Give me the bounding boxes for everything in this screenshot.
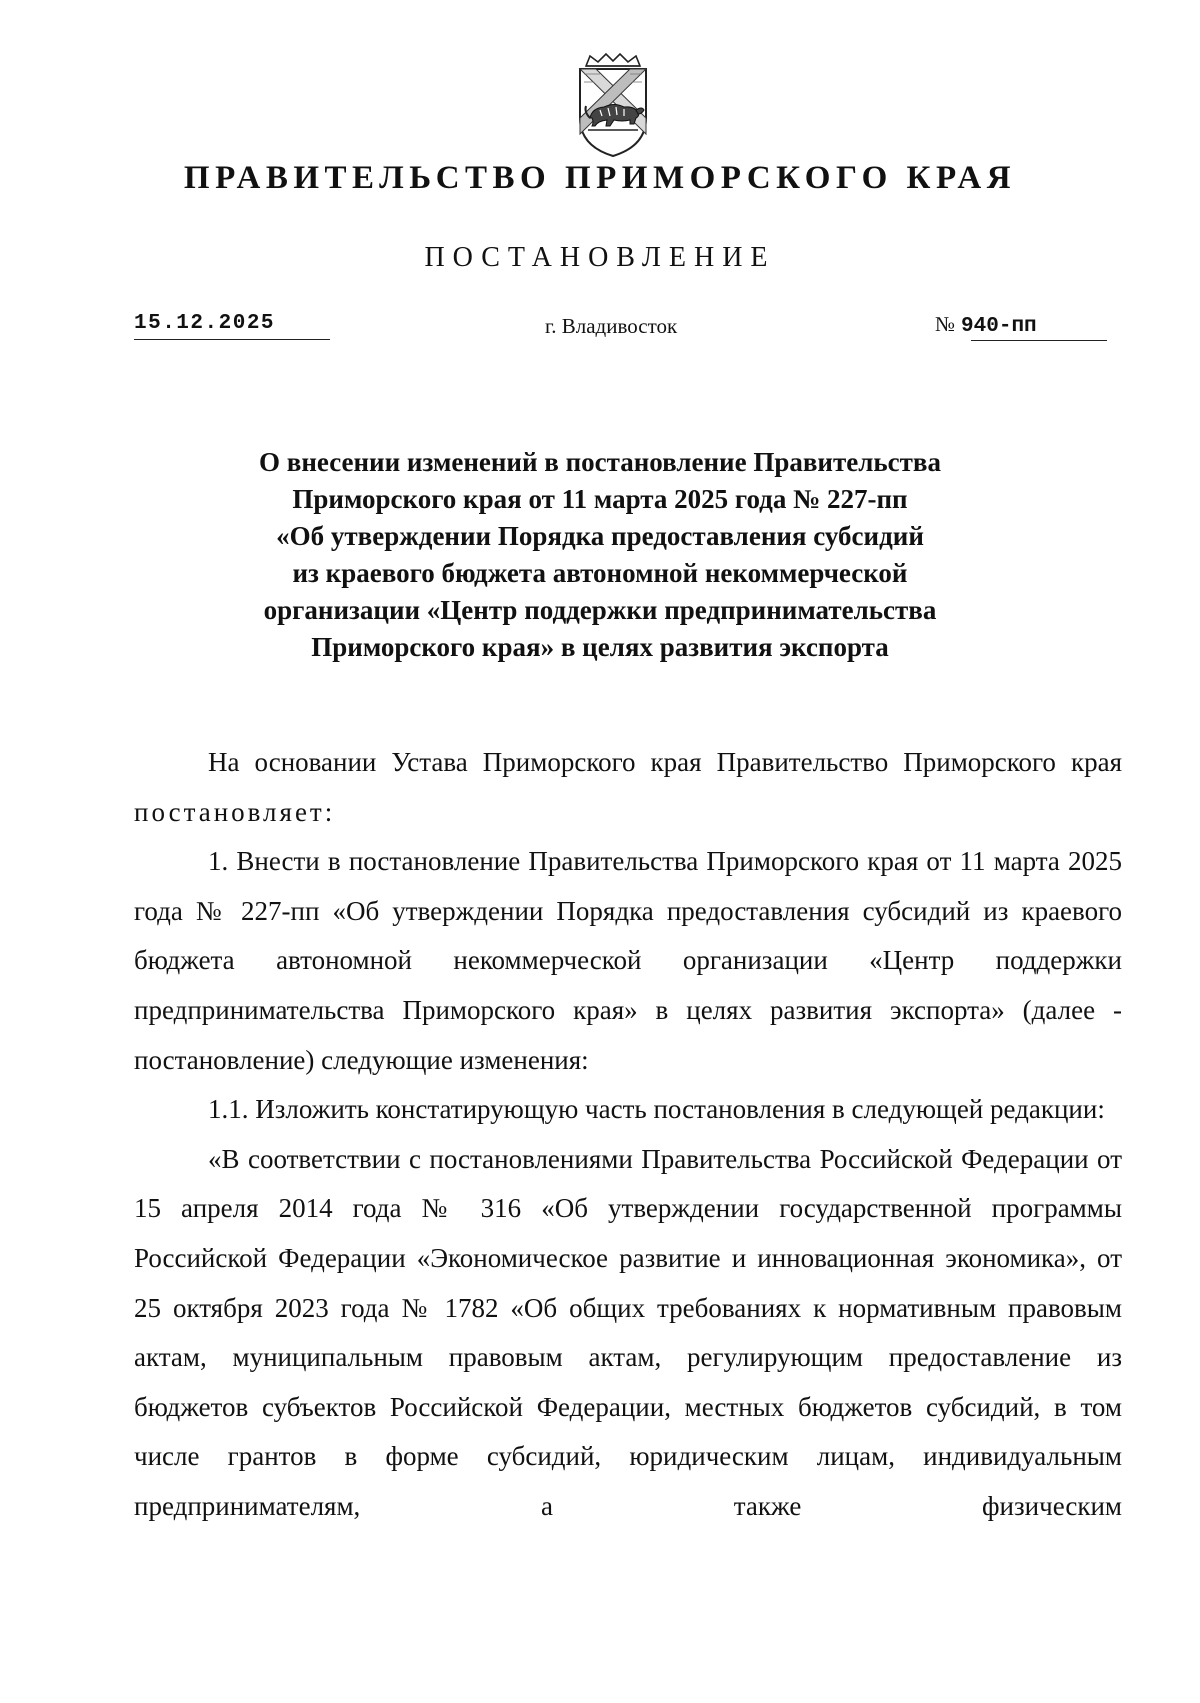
- heading-line: «Об утверждении Порядка предоставления субсидий: [276, 521, 924, 551]
- document-meta-row: [0, 312, 1200, 352]
- number-sign: №: [935, 312, 956, 336]
- document-number: 940-пп: [961, 315, 1037, 338]
- heading-line: Приморского края» в целях развития экспорта: [311, 632, 889, 662]
- document-type: ПОСТАНОВЛЕНИЕ: [424, 242, 776, 273]
- heading-line: О внесении изменений в постановление Правительства: [259, 447, 941, 477]
- government-title: ПРАВИТЕЛЬСТВО ПРИМОРСКОГО КРАЯ: [183, 160, 1017, 196]
- item-1-1-paragraph: 1.1. Изложить констатирующую часть постановления в следующей редакции:: [208, 1094, 1105, 1125]
- quoted-text-paragraph: «В соответствии с постановлениями Правительства Российской Федерации от 15 апреля 2014 года № 316 «Об утверждении государственной программы Российской Федерации «Экономическое развитие и инновационная экономика», от 25 октября 2023 года № 1782 «Об общих требованиях к нормативным правовым актам, муниципальным правовым актам, регулирующим предоставление из бюджетов субъектов Российской Федерации, местных бюджетов субсидий, в том числе грантов в форме субсидий, юридическим лицам, индивидуальным предпринимателям, а также физическим: [134, 1143, 1122, 1521]
- heading-line: Приморского края от 11 марта 2025 года № 227-пп: [292, 484, 908, 514]
- document-number-field: [935, 312, 1107, 338]
- item-1-paragraph: 1. Внести в постановление Правительства Приморского края от 11 марта 2025 года № 227-пп «Об утверждении Порядка предоставления субсидий из краевого бюджета автономной некоммерческой организации «Центр поддержки предпринимательства Приморского края» в целях развития экспорта» (далее - постановление) следующие изменения:: [134, 846, 1122, 1075]
- preamble-paragraph: [134, 738, 1122, 837]
- document-date: 15.12.2025: [134, 312, 276, 335]
- preamble-verb: постановляет:: [134, 796, 336, 827]
- number-underline: [971, 340, 1107, 341]
- date-underline: [134, 339, 330, 340]
- document-body: [134, 738, 1122, 1532]
- heading-line: организации «Центр поддержки предпринимательства: [263, 595, 937, 625]
- document-heading: [0, 444, 1200, 666]
- document-date-field: [134, 312, 330, 340]
- heading-line: из краевого бюджета автономной некоммерческой: [292, 558, 908, 588]
- document-city: г. Владивосток: [545, 314, 678, 338]
- coat-of-arms-icon: [570, 52, 656, 160]
- preamble-text: На основании Устава Приморского края Правительство Приморского края: [208, 747, 1122, 777]
